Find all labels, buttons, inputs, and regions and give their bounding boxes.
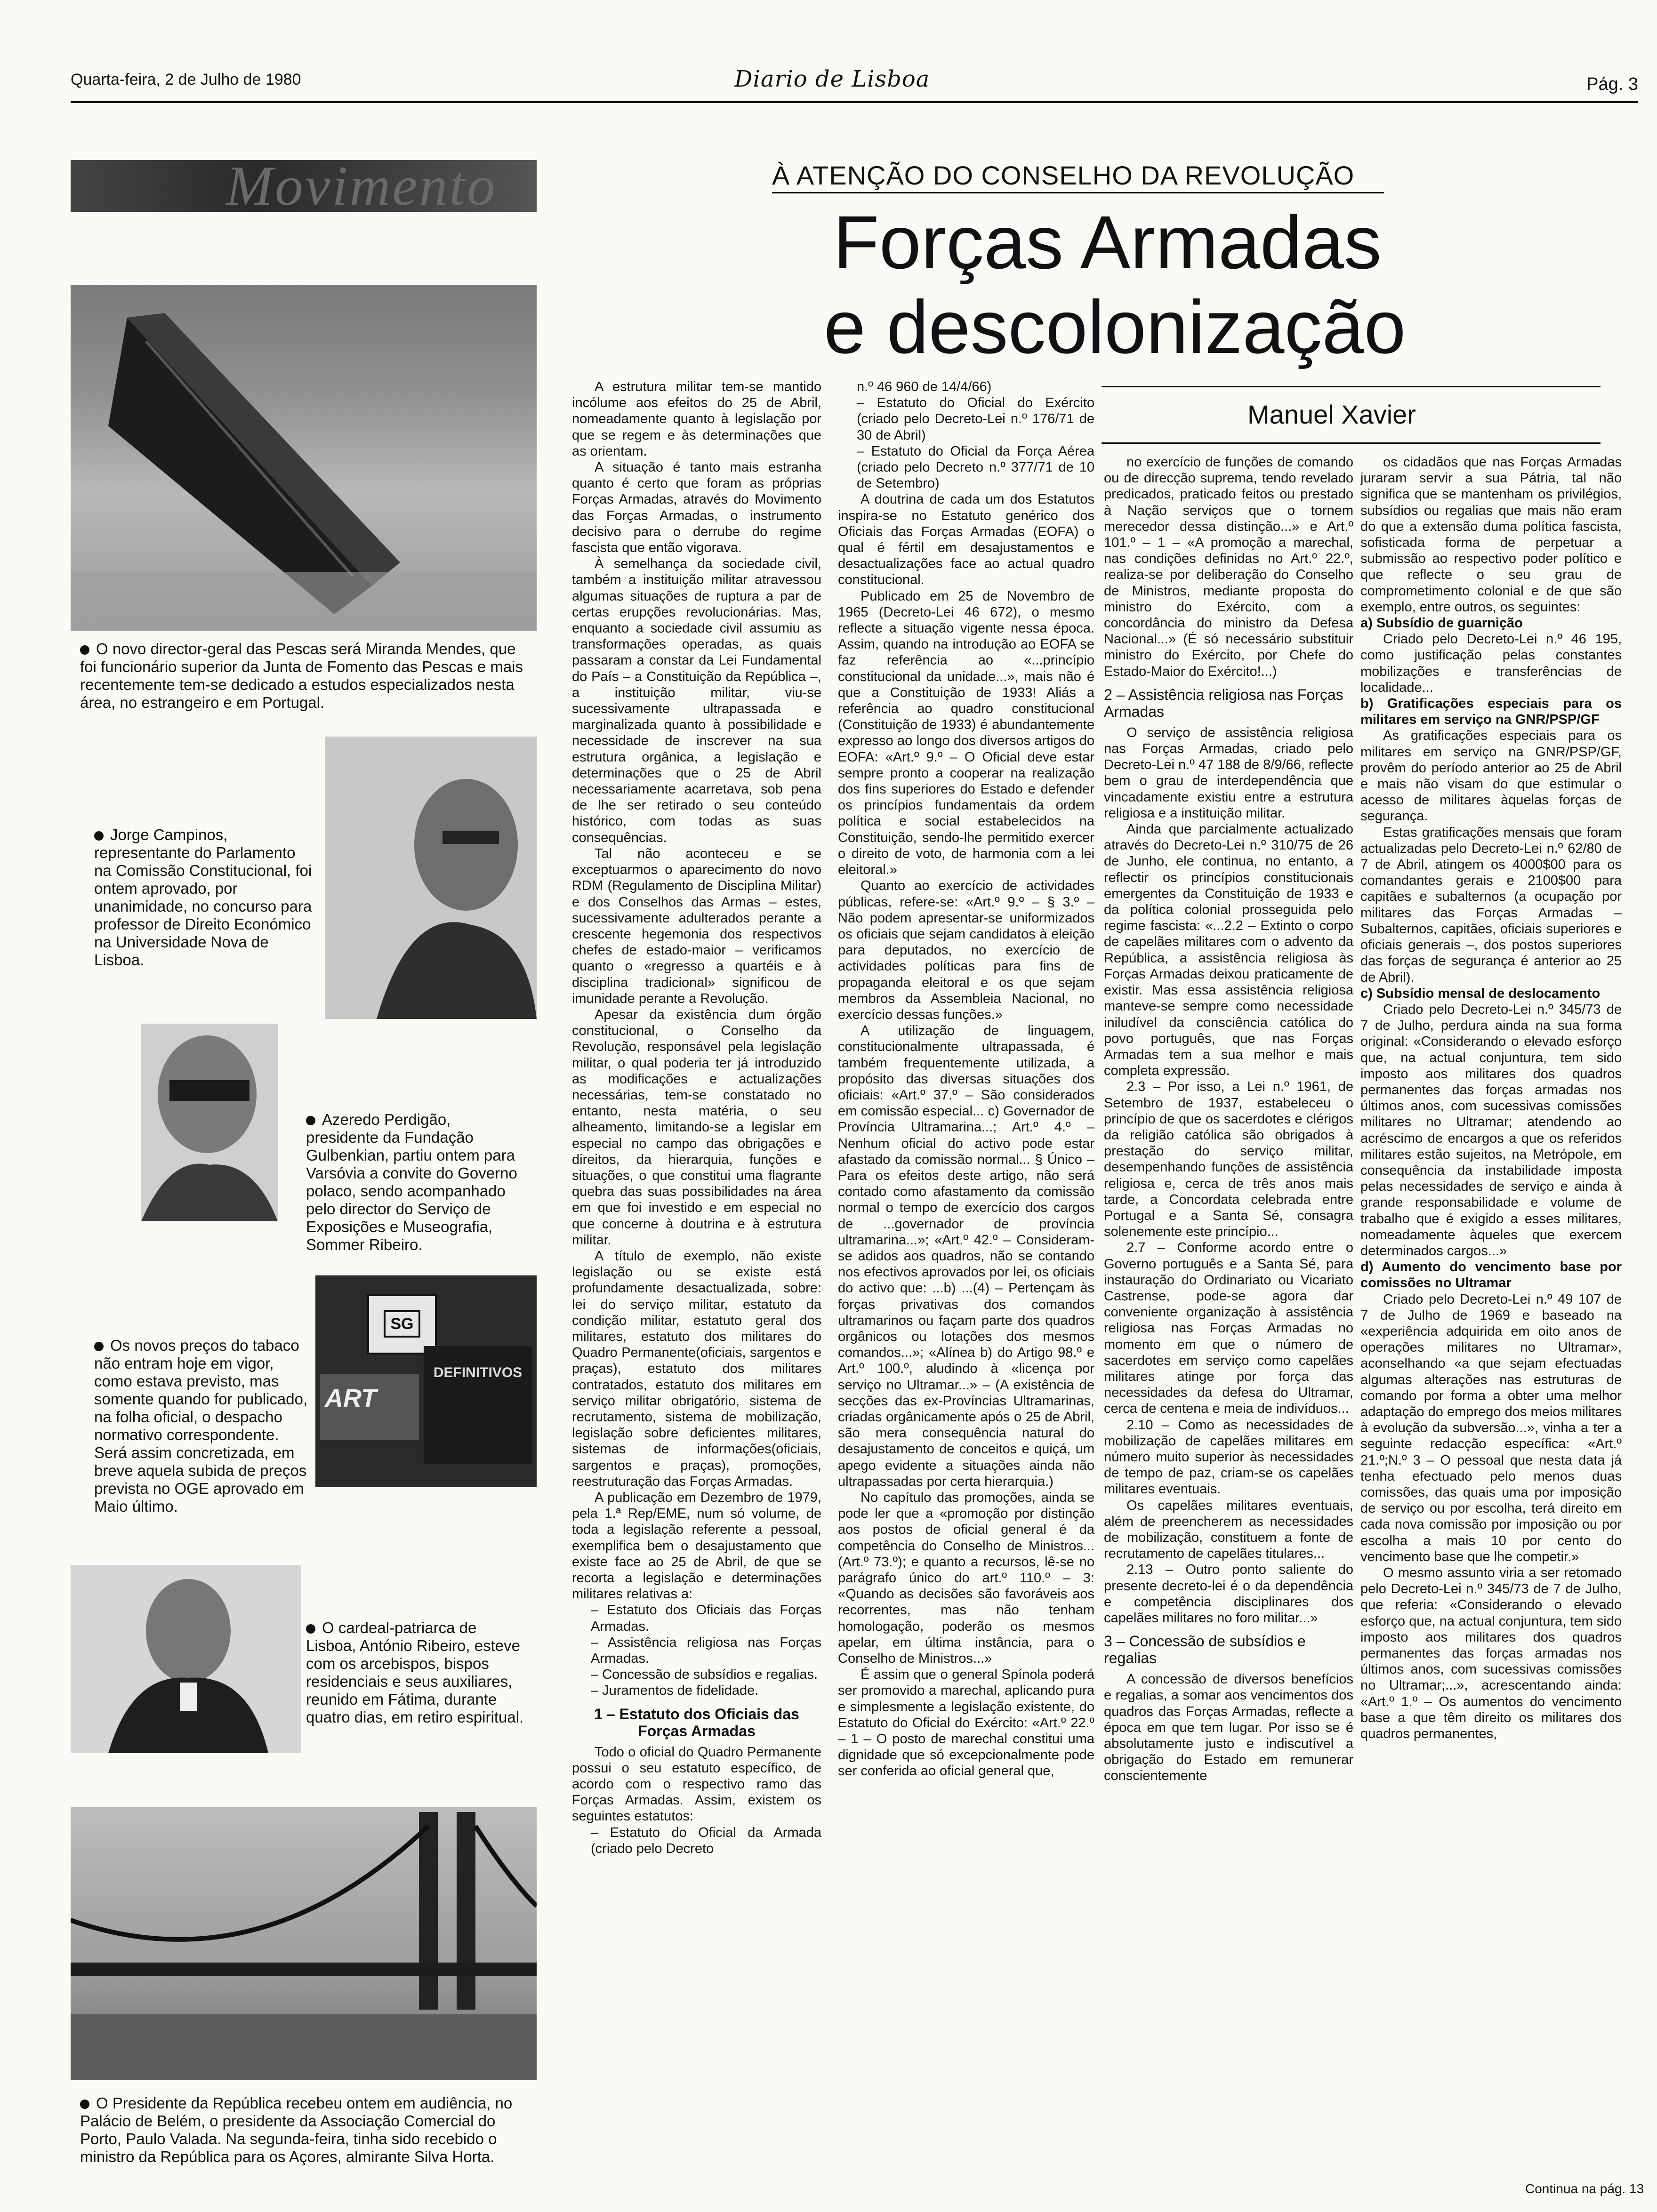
article-paragraph: Todo o oficial do Quadro Permanente possui o seu estatuto específico, de acordo com o respectivo ramo das Forças Armadas. Assim, existem os seguintes estatutos: (572, 1744, 821, 1824)
portrait-illustration (71, 1565, 301, 1753)
article-paragraph: – Estatuto do Oficial da Força Aérea (criado pelo Decreto n.º 377/71 de 10 de Setembro) (857, 443, 1094, 491)
article-paragraph: – Juramentos de fidelidade. (591, 1683, 759, 1699)
article-paragraph: A situação é tanto mais estranha quanto é certo que foram as próprias Forças Armadas, através do Movimento das Forças Armadas, o instrumento decisivo para o derrube do regime fascista que então vigorava. (572, 460, 821, 556)
article-paragraph: No capítulo das promoções, ainda se pode ler que a «promoção por distinção aos postos de oficial general é da competência do Conselho de Ministros... (Art.º 73.º); e quanto a recursos, lê-se no parágrafo único do art.º 110.º – 3: «Quando as decisões são favoráveis aos recorrentes, mas não tenham homologação, poderão os mesmos apelar, em última instância, para o Conselho de Ministros...» (838, 1490, 1094, 1667)
article-paragraph: A estrutura militar tem-se mantido incólume aos efeitos do 25 de Abril, nomeadamente quanto à legislação por que se regem e às determinações que as orientam. (572, 379, 821, 459)
tobacco-photo (315, 1275, 537, 1487)
portrait-antonio-ribeiro (71, 1565, 301, 1753)
article-paragraph: 2.10 – Como as necessidades de mobilização de capelães militares em número muito superior às necessidades de tempo de paz, criam-se os capelães militares eventuais. (1104, 1417, 1353, 1497)
cigarette-pack-sg: SG (367, 1294, 437, 1354)
subsection-heading: b) Gratificações especiais para os militares em serviço na GNR/PSP/GF (1360, 696, 1622, 728)
portrait-illustration (325, 737, 537, 1019)
article-paragraph: É assim que o general Spínola poderá ser promovido a marechal, aplicando pura e simplesmente a legislação existente, do Estatuto do Oficial do Exército: «Art.º 22.º – 1 – O posto de marechal constitui uma dignidade que só excepcionalmente pode ser conferida ao oficial general que, (838, 1667, 1094, 1779)
article-paragraph: Tal não aconteceu e se exceptuarmos o aparecimento do novo RDM (Regulamento de Disciplina Militar) e dos Conselhos das Armas – estes, sucessivamente adulterados perante a crescente hegemonia dos respectivos chefes de estado-maior – verificamos quanto o «regresso a quartéis e à disciplina tradicional» significou de imunidade perante a Revolução. (572, 846, 821, 1006)
bullet-icon (306, 1116, 315, 1125)
article-kicker: À ATENÇÃO DO CONSELHO DA REVOLUÇÃO (772, 160, 1355, 190)
sidebar-banner-text: Movimento (226, 160, 497, 212)
bridge-photo (71, 1807, 537, 2080)
article-paragraph: A concessão de diversos benefícios e regalias, a somar aos vencimentos dos quadros das Forças Armadas, reflecte a época em que tem lugar. Por isso se é absolutamente justo e indiscutível a obrigação do Estado em remunerar conscientemente (1104, 1672, 1353, 1784)
bullet-icon (80, 645, 89, 655)
cigarette-pack-art: ART (320, 1374, 419, 1440)
article-paragraph: Apesar da existência dum órgão constitucional, o Conselho da Revolução, responsável pela legislação militar, o qual poderia ter já introduzido as modificações e actualizações necessárias, tem-se constatado no entanto, nesta matéria, o seu alheamento, limitando-se a legislar em especial no campo das obrigações e direitos, da hierarquia, funções e situações, o que constitui uma flagrante quebra das suas possibilidades na área em que foi investido e em especial no que concerne à doutrina e à estrutura militar. (572, 1007, 821, 1248)
article-author: Manuel Xavier (1247, 400, 1416, 429)
sidebar-banner (71, 160, 537, 212)
caption-antonio-ribeiro: O cardeal-patriarca de Lisboa, António Ribeiro, esteve com os arcebispos, bispos residenciais e seus auxiliares, reunido em Fátima, durante quatro dias, em retiro espiritual. (306, 1619, 524, 1726)
caption-pescas: O novo director-geral das Pescas será Miranda Mendes, que foi funcionário superior da Junta de Fomento das Pescas e mais recentemente tem-se dedicado a estudos especializados nesta área, no estrangeiro e em Portugal. (80, 640, 523, 711)
subsection-heading: a) Subsídio de guarnição (1360, 616, 1523, 631)
article-paragraph: A utilização de linguagem, constitucionalmente ultrapassada, é também frequentemente utilizada, a propósito das diversas situações dos oficiais: «Art.º 37.º – São considerados em comissão especial... c) Governador de Província Ultramarina...; Art.º 4.º – Nenhum oficial do activo pode estar afastado da comissão normal... § Único – Para os efeitos deste artigo, não será contado como afastamento da comissão normal o tempo de exercício dos cargos de ...governador de província ultramarina...»; «Art.º 42.º – Consideram-se adidos aos quadros, não se contando nos efectivos aprovados por lei, os oficiais do activo que: ...b) ...(4) – Pertençam às forças privativas dos comandos ultramarinos ou façam parte dos quadros orgânicos ou lotações dos mesmos comandos...»; «Alínea b) do Artigo 98.º e Art.º 100.º, aludindo à «licença por serviço no Ultramar...» – (A existência de secções das ex-Províncias Ultramarinas, criadas orgânicamente após o 25 de Abril, são mera consequência natural do desajustamento de conceitos e quiçá, um apego evidente a situações ainda não ultrapassadas por certa hierarquia.) (838, 1023, 1094, 1489)
article-column-4 (1360, 454, 1622, 2167)
issue-date: Quarta-feira, 2 de Julho de 1980 (71, 71, 301, 88)
article-paragraph: – Assistência religiosa nas Forças Armadas. (591, 1635, 821, 1667)
caption-azeredo-perdigao: Azeredo Perdigão, presidente da Fundação Gulbenkian, partiu ontem para Varsóvia a convite do Governo polaco, sendo acompanhado pelo director do Serviço de Exposições e Museografia, Sommer Ribeiro. (306, 1111, 517, 1253)
article-paragraph: À semelhança da sociedade civil, também a instituição militar atravessou algumas situações de ruptura a par de certas erupções revolucionárias. Mas, enquanto a sociedade civil assumiu as transformações operadas, as quais passaram a constar da Lei Fundamental do País – a Constituição da República –, a instituição militar, viu-se sucessivamente ultrapassada e marginalizada quanto à possibilidade e necessidade de inscrever na sua estrutura orgânica, a legislação e determinações que o 25 de Abril necessariamente acarretava, sob pena de lhe ser retirado o seu conteúdo histórico, com todas as suas consequências. (572, 556, 821, 845)
article-column-1 (572, 379, 821, 2181)
article-paragraph: A doutrina de cada um dos Estatutos inspira-se no Estatuto genérico dos Oficiais das Forças Armadas (EOFA) o qual é fértil em desajustamentos e desactualizações face ao actual quadro constitucional. (838, 492, 1094, 588)
article-title-line1: Forças Armadas (833, 200, 1382, 284)
ship-illustration (71, 285, 537, 631)
article-paragraph: Ainda que parcialmente actualizado através do Decreto-Lei n.º 310/75 de 26 de Junho, ele continua, no entanto, a reflectir os princípios constitucionais emergentes da Constituição de 1933 e da política colonial prosseguida pelo regime fascista: «...2.2 – Extinto o corpo de capelães militares com o advento da República, a assistência religiosa às Forças Armadas deixou praticamente de existir. Mas essa assistência religiosa manteve-se sempre como necessidade iniludível da consciência católica do povo português, que nas Forças Armadas tem a sua melhor e mais completa expressão. (1104, 822, 1353, 1079)
caption-presidente: O Presidente da República recebeu ontem em audiência, no Palácio de Belém, o presidente da Associação Comercial do Porto, Paulo Valada. Na segunda-feira, tinha sido recebido o ministro da República para os Açores, almirante Silva Horta. (80, 2094, 513, 2165)
article-title-line2: e descolonização (824, 285, 1406, 369)
portrait-illustration (141, 1024, 278, 1221)
article-paragraph: Os capelães militares eventuais, além de preencherem as necessidades de mobilização, constituem a fonte de recrutamento de capelães titulares... (1104, 1498, 1353, 1562)
cigarette-pack-definitivos: DEFINITIVOS (424, 1346, 532, 1464)
article-paragraph: 2.7 – Conforme acordo entre o Governo português e a Santa Sé, para instauração do Ordinariato ou Vicariato Castrense, pode-se agora dar conveniente organização à assistência religiosa nas Forças Armadas no momento em que o número de sacerdotes em serviço como capelães militares atinge por força das necessidades da defesa do Ultramar, cerca de centena e meia de indivíduos... (1104, 1240, 1353, 1417)
section-heading: 3 – Concessão de subsídios e regalias (1104, 1633, 1306, 1667)
article-paragraph: O mesmo assunto viria a ser retomado pelo Decreto-Lei n.º 345/73 de 7 de Julho, que referia: «Considerando o elevado esforço que, na actual conjuntura, tem sido imposto aos militares dos quadros permanentes das forças armadas nos últimos anos, com sucessivas comissões no Ultramar;...», acrescentando ainda: «Art.º 1.º – Os aumentos do vencimento base a que têm direito os militares dos quadros permanentes, (1360, 1565, 1622, 1742)
article-paragraph: Quanto ao exercício de actividades públicas, refere-se: «Art.º 9.º – § 3.º – Não podem apresentar-se uniformizados os oficiais que sejam candidatos à eleição para deputados, no exercício de actividades políticas para fins de propaganda eleitoral e os que sejam membros da Assembleia Nacional, no exercício dessas funções.» (838, 878, 1094, 1022)
article-paragraph: 2.13 – Outro ponto saliente do presente decreto-lei é o da dependência e competência disciplinares dos capelães militares no foro militar...» (1104, 1562, 1353, 1626)
article-paragraph: Criado pelo Decreto-Lei n.º 345/73 de 7 de Julho, perdura ainda na sua forma original: «Considerando o elevado esforço que, na actual conjuntura, tem sido imposto aos militares dos quadros permanentes das forças armadas nos últimos anos, com sucessivas comissões militares no Ultramar; atendendo ao acréscimo de encargos a que os referidos militares estão sujeitos, na Metrópole, em consequência da instabilidade imposta pelas necessidades de serviço e ainda à grande responsabilidade e volume de trabalho que é exigido a esses militares, nomeadamente àqueles que exercem determinados cargos...» (1360, 1002, 1622, 1258)
caption-tabaco: Os novos preços do tabaco não entram hoje em vigor, como estava previsto, mas somente quando for publicado, na folha oficial, o despacho normativo correspondente. Será assim concretizada, em breve aquela subida de preços prevista no OGE aprovado em Maio último. (94, 1337, 308, 1515)
article-paragraph: As gratificações especiais para os militares em serviço na GNR/PSP/GF, provêm do período anterior ao 25 de Abril e mais não visam do que estimular o acesso de militares àquelas forças de segurança. (1360, 728, 1622, 824)
bullet-icon (306, 1624, 315, 1634)
byline-rule-bottom (1102, 442, 1601, 444)
portrait-azeredo-perdigao (141, 1024, 278, 1221)
caption-jorge-campinos: Jorge Campinos, representante do Parlamento na Comissão Constitucional, foi ontem aprovado, por unanimidade, no concurso para professor de Direito Económico na Universidade Nova de Lisboa. (94, 826, 312, 969)
continued-note: Continua na pág. 13 (1525, 2181, 1644, 2196)
header-rule (71, 101, 1638, 103)
masthead: Diario de Lisboa (734, 66, 930, 92)
article-column-2 (838, 379, 1094, 2181)
bullet-icon (94, 1342, 104, 1351)
article-paragraph: O serviço de assistência religiosa nas Forças Armadas, criado pelo Decreto-Lei n.º 47 188 de 8/9/66, reflecte bem o grau de interdependência que vincadamente existiu entre a estrutura religiosa e a instituição militar. (1104, 725, 1353, 821)
byline-rule-top (1102, 386, 1601, 387)
bullet-icon (94, 831, 104, 841)
article-paragraph: os cidadãos que nas Forças Armadas juraram servir a sua Pátria, tal não significa que se mantenham os privilégios, subsídios ou regalias que mais não eram do que a extensão duma política fascista, sofisticada forma de perpetuar a submissão ao respectivo poder político e que reflecte o seu grau de comprometimento colonial e de que são exemplo, entre outros, os seguintes: (1360, 455, 1622, 615)
article-paragraph: n.º 46 960 de 14/4/66) (857, 379, 992, 394)
section-heading: 2 – Assistência religiosa nas Forças Armadas (1104, 686, 1343, 720)
bridge-illustration (71, 1807, 537, 2080)
bullet-icon (80, 2100, 89, 2109)
article-paragraph: no exercício de funções de comando ou de direcção suprema, tendo revelado predicados, praticado feitos ou prestado à Nação serviços que o tornem merecedor dessa distinção...» e Art.º 101.º – 1 – «A promoção a marechal, nas condições definidas no Art.º 22.º, realiza-se por deliberação do Conselho de Ministros, mediante proposta do ministro do Exército, com a concordância do ministro da Defesa Nacional...» (É só necessário substituir ministro do Exército, por Chefe do Estado-Maior do Exército!...) (1104, 455, 1353, 679)
article-paragraph: Criado pelo Decreto-Lei n.º 46 195, como justificação pelas constantes mobilizações e transferências de localidade... (1360, 632, 1622, 695)
ship-photo (71, 285, 537, 631)
article-paragraph: Estas gratificações mensais que foram actualizadas pelo Decreto-Lei n.º 62/80 de 7 de Abril, atingem os 4000$00 para os comandantes gerais e 2100$00 para capitães e subalternos (a ocupação por militares das Forças Armadas – Subalternos, capitães, oficiais superiores e oficiais generais –, dos postos superiores das forças de segurança é anterior ao 25 de Abril). (1360, 825, 1622, 985)
article-paragraph: Criado pelo Decreto-Lei n.º 49 107 de 7 de Julho de 1969 e baseado na «experiência adquirida em oito anos de operações militares no Ultramar», aconselhando «a que sejam efectuadas algumas alterações nas estruturas de comando por forma a obter uma melhor adaptação do emprego dos meios militares à evolução da subversão...», vinha a ter a seguinte redacção específica: «Art.º 21.º;N.º 3 – O pessoal que nesta data já tenha efectuado pelo menos duas comissões, das quais uma por imposição de serviço ou por escolha, terá direito em cada nova comissão por imposição ou por escolha a mais 10 por cento do vencimento base que lhe competir.» (1360, 1291, 1622, 1564)
article-paragraph: – Estatuto dos Oficiais das Forças Armadas. (591, 1603, 821, 1634)
article-paragraph: – Estatuto do Oficial da Armada (criado pelo Decreto (591, 1825, 821, 1856)
page-number: Pág. 3 (1586, 74, 1638, 94)
portrait-jorge-campinos (325, 737, 537, 1019)
subsection-heading: c) Subsídio mensal de deslocamento (1360, 986, 1601, 1001)
section-heading: 1 – Estatuto dos Oficiais das Forças Armadas (594, 1705, 799, 1739)
article-paragraph: A título de exemplo, não existe legislação ou se existe está profundamente desactualizada, sobre: lei do serviço militar, estatuto da condição militar, estatuto geral dos militares, estatuto dos militares do Quadro Permanente(oficiais, sargentos e praças), estatuto dos militares contratados, estatuto dos militares em serviço militar obrigatório, sistema de recrutamento, sistema de mobilização, legislação sobre deficientes militares, sistemas de informações(oficiais, sargentos e praças), promoções, reestruturação das Forças Armadas. (572, 1248, 821, 1489)
article-paragraph: – Estatuto do Oficial do Exército (criado pelo Decreto-Lei n.º 176/71 de 30 de Abril) (857, 395, 1094, 443)
article-paragraph: 2.3 – Por isso, a Lei n.º 1961, de Setembro de 1937, estabeleceu o princípio de que os sacerdotes e clérigos da religião católica são obrigados à prestação do serviço militar, desempenhando funções de assistência religiosa e, cerca de três anos mais tarde, a Concordata celebrada entre Portugal e a Santa Sé, consagra solenemente este princípio... (1104, 1079, 1353, 1240)
article-column-3 (1104, 454, 1353, 2181)
kicker-rule (772, 192, 1384, 193)
subsection-heading: d) Aumento do vencimento base por comissões no Ultramar (1360, 1259, 1622, 1291)
article-paragraph: A publicação em Dezembro de 1979, pela 1.ª Rep/EME, num só volume, de toda a legislação referente a pessoal, exemplifica bem o desajustamento que existe face ao 25 de Abril, de que se recorta a legislação e determinações militares relativas a: (572, 1490, 821, 1602)
article-paragraph: – Concessão de subsídios e regalias. (591, 1667, 818, 1683)
article-paragraph: Publicado em 25 de Novembro de 1965 (Decreto-Lei 46 672), o mesmo reflecte a situação vigente nessa época. Assim, quando na introdução ao EOFA se faz referência ao «...princípio constitucional da unidade...», mais não é que a Constituição de 1933! Aliás a referência ao quadro constitucional (Constituição de 1933) é abundantemente expresso ao longo dos diversos artigos do EOFA: «Art.º 9.º – O Oficial deve estar sempre pronto a cooperar na realização dos fins superiores do Estado e defender os princípios fundamentais da ordem política e social estabelecidos na Constituição, sendo-lhe permitido exercer o direito de voto, de harmonia com a lei eleitoral.» (838, 588, 1094, 878)
